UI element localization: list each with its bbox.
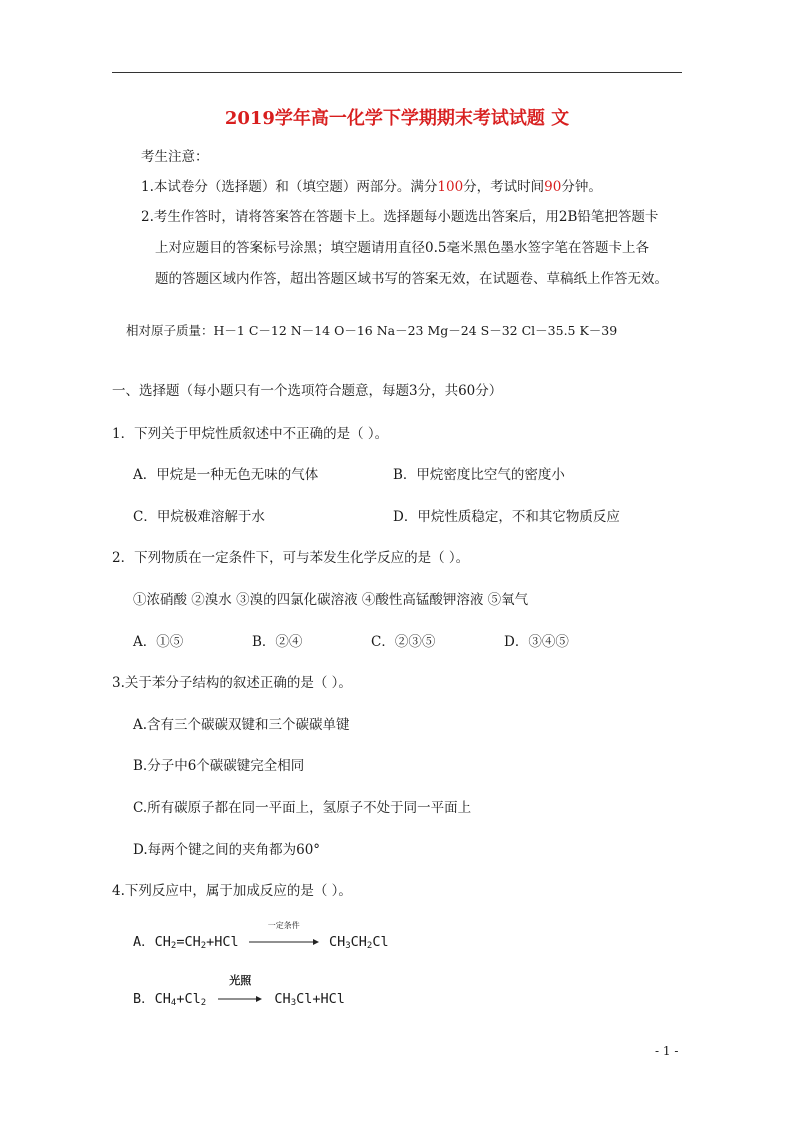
arrow-icon bbox=[249, 938, 319, 946]
exam-time: 90 bbox=[544, 179, 562, 195]
notice-item-2-line-3: 题的答题区域内作答，超出答题区域书写的答案无效，在试题卷、草稿纸上作答无效。 bbox=[155, 271, 668, 287]
question-1-option-b: B．甲烷密度比空气的密度小 bbox=[393, 467, 565, 483]
reaction-arrow-a bbox=[249, 921, 319, 951]
atomic-masses: 相对原子质量：H－1 C－12 N－14 O－16 Na－23 Mg－24 S－32 Cl－35.5 K－39 bbox=[126, 323, 618, 338]
arrow-icon bbox=[218, 995, 262, 1003]
question-4-option-a: A．$CH_2=CH_2+HCl$ 一定条件 $CH_3CH_2Cl$ bbox=[133, 921, 389, 951]
question-2-option-d: D．③④⑤ bbox=[504, 634, 569, 650]
question-2-option-b: B．②④ bbox=[252, 634, 303, 650]
notice-item-2-line-1: 2.考生作答时，请将答案答在答题卡上。选择题每小题选出答案后，用2B铅笔把答题卡 bbox=[141, 209, 659, 225]
notice-heading: 考生注意： bbox=[141, 149, 209, 165]
question-4-option-b: B．$CH_4+Cl_2$ 光照 $CH_3Cl+HCl$ bbox=[133, 974, 345, 1008]
section-1-heading: 一、选择题（每小题只有一个选项符合题意，每题3分，共60分） bbox=[112, 383, 503, 399]
question-2-option-c: C．②③⑤ bbox=[371, 634, 436, 650]
reaction-condition-a: 一定条件 bbox=[267, 921, 300, 930]
question-1-option-c: C．甲烷极难溶解于水 bbox=[133, 509, 265, 525]
notice-item-1: 1.本试卷分（选择题）和（填空题）两部分。满分100分，考试时间90分钟。 bbox=[141, 179, 602, 195]
notice-item-2-line-2: 上对应题目的答案标号涂黑；填空题请用直径0.5毫米黑色墨水签字笔在答题卡上各 bbox=[155, 240, 649, 256]
question-1-option-a: A．甲烷是一种无色无味的气体 bbox=[133, 467, 319, 483]
page-title: 2019学年高一化学下学期期末考试试题 文 bbox=[224, 108, 570, 129]
question-2-items: ①浓硝酸 ②溴水 ③溴的四氯化碳溶液 ④酸性高锰酸钾溶液 ⑤氧气 bbox=[133, 592, 529, 608]
reaction-condition-b: 光照 bbox=[229, 974, 252, 987]
reaction-arrow-b bbox=[218, 974, 262, 1008]
question-3-option-a: A.含有三个碳碳双键和三个碳碳单键 bbox=[133, 717, 350, 733]
question-3-option-b: B.分子中6个碳碳键完全相同 bbox=[133, 758, 305, 774]
question-1-option-d: D．甲烷性质稳定，不和其它物质反应 bbox=[393, 509, 620, 525]
question-2-stem: 2．下列物质在一定条件下，可与苯发生化学反应的是（ ）。 bbox=[112, 550, 470, 566]
page-number: - 1 - bbox=[655, 1044, 679, 1058]
question-4-stem: 4.下列反应中，属于加成反应的是（ ）。 bbox=[112, 883, 352, 899]
question-3-option-d: D.每两个键之间的夹角都为60° bbox=[133, 842, 321, 858]
header-rule bbox=[112, 72, 682, 73]
question-2-option-a: A．①⑤ bbox=[133, 634, 184, 650]
question-1-stem: 1．下列关于甲烷性质叙述中不正确的是（ ）。 bbox=[112, 426, 389, 442]
full-score: 100 bbox=[437, 179, 464, 195]
question-3-stem: 3.关于苯分子结构的叙述正确的是（ ）。 bbox=[112, 675, 352, 691]
question-3-option-c: C.所有碳原子都在同一平面上，氢原子不处于同一平面上 bbox=[133, 800, 472, 816]
